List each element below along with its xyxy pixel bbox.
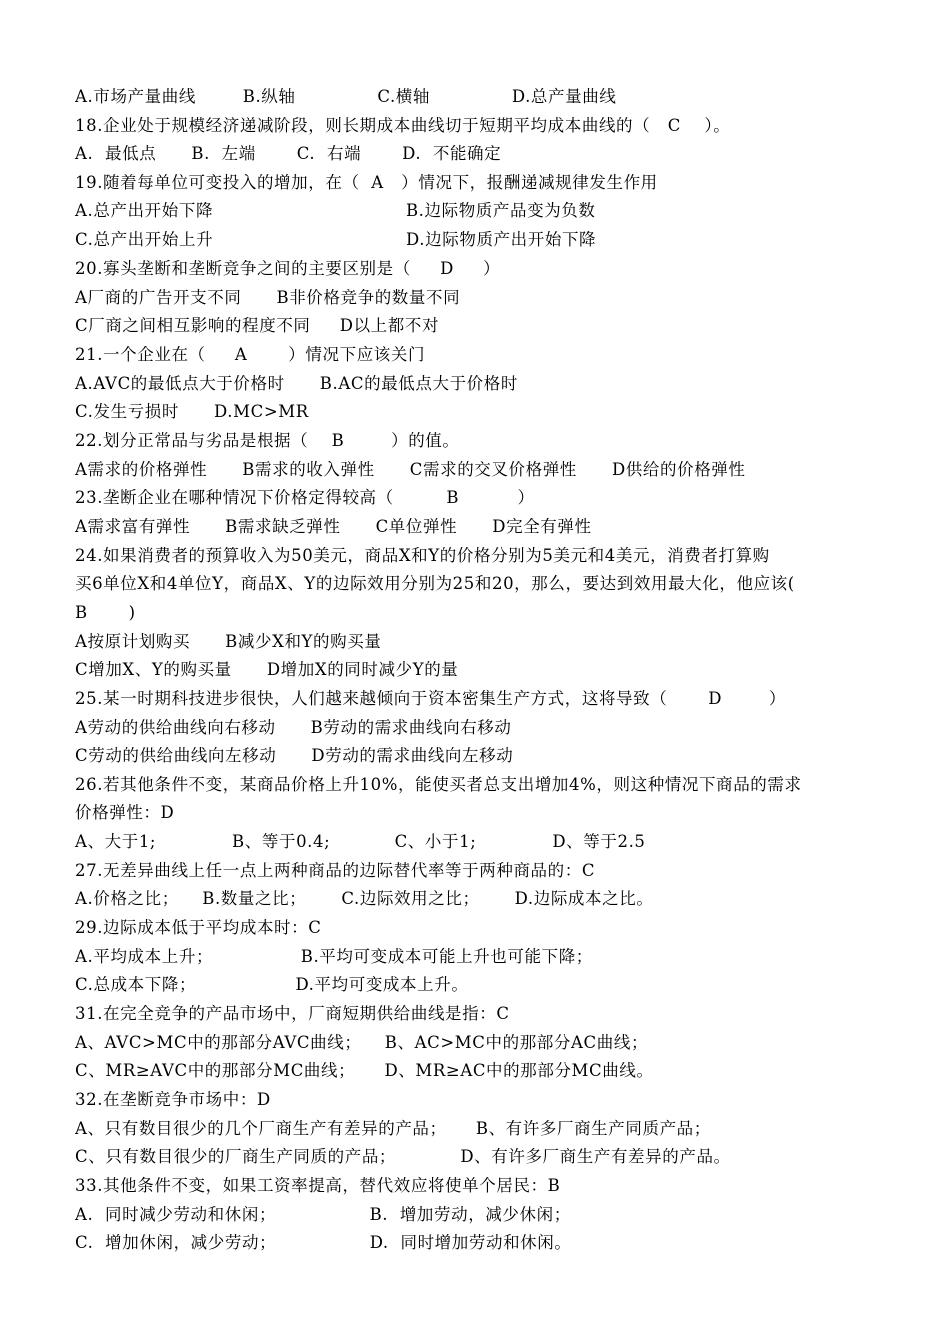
text-line: A.总产出开始下降 B.边际物质产品变为负数: [75, 201, 596, 220]
text-line: A、大于1; B、等于0.4; C、小于1; D、等于2.5: [75, 832, 646, 851]
question-26: 26.若其他条件不变，某商品价格上升10%，能使买者总支出增加4%，则这种情况下商品的需求: [75, 775, 802, 794]
text-line: A. 最低点 B. 左端 C. 右端 D. 不能确定: [75, 144, 502, 163]
text-line: C厂商之间相互影响的程度不同 D以上都不对: [75, 316, 440, 335]
text-line: C、MR≥AVC中的那部分MC曲线； D、MR≥AC中的那部分MC曲线。: [75, 1061, 654, 1080]
text-line: A.AVC的最低点大于价格时 B.AC的最低点大于价格时: [75, 374, 518, 393]
text-line: A.平均成本上升； B.平均可变成本可能上升也可能下降；: [75, 947, 593, 966]
text-line: A、AVC>MC中的那部分AVC曲线； B、AC>MC中的那部分AC曲线；: [75, 1033, 649, 1052]
text-line: C.发生亏损时 D.MC>MR: [75, 402, 309, 421]
text-line: A、只有数目很少的几个厂商生产有差异的产品； B、有许多厂商生产同质产品；: [75, 1119, 711, 1138]
text-line: A.市场产量曲线 B.纵轴 C.横轴 D.总产量曲线: [75, 87, 617, 106]
question-22: 22.划分正常品与劣品是根据（ B ）的值。: [75, 431, 460, 450]
text-line: C、只有数目很少的厂商生产同质的产品； D、有许多厂商生产有差异的产品。: [75, 1147, 731, 1166]
question-18: 18.企业处于规模经济递减阶段，则长期成本曲线切于短期平均成本曲线的（ C ）。: [75, 116, 731, 135]
text-line: C.总产出开始上升 D.边际物质产出开始下降: [75, 230, 597, 249]
text-line: A厂商的广告开支不同 B非价格竞争的数量不同: [75, 288, 461, 307]
question-29: 29.边际成本低于平均成本时：C: [75, 918, 322, 937]
text-line: 价格弹性：D: [75, 803, 175, 822]
text-line: C增加X、Y的购买量 D增加X的同时减少Y的量: [75, 660, 459, 679]
question-24: 24.如果消费者的预算收入为50美元，商品X和Y的价格分别为5美元和4美元，消费者打算购: [75, 546, 770, 565]
text-line: A需求富有弹性 B需求缺乏弹性 C单位弹性 D完全有弹性: [75, 517, 592, 536]
question-33: 33.其他条件不变，如果工资率提高，替代效应将使单个居民：B: [75, 1176, 561, 1195]
text-line: A. 同时减少劳动和休闲； B. 增加劳动，减少休闲；: [75, 1205, 571, 1224]
text-line: A劳动的供给曲线向右移动 B劳动的需求曲线向右移动: [75, 718, 512, 737]
question-32: 32.在垄断竞争市场中：D: [75, 1090, 271, 1109]
text-line: A需求的价格弹性 B需求的收入弹性 C需求的交叉价格弹性 D供给的价格弹性: [75, 460, 746, 479]
text-line: C劳动的供给曲线向左移动 D劳动的需求曲线向左移动: [75, 746, 514, 765]
question-20: 20.寡头垄断和垄断竞争之间的主要区别是（ D ）: [75, 259, 501, 278]
question-21: 21.一个企业在（ A ）情况下应该关门: [75, 345, 426, 364]
question-19: 19.随着每单位可变投入的增加，在（ A ）情况下，报酬递减规律发生作用: [75, 173, 658, 192]
question-27: 27.无差异曲线上任一点上两种商品的边际替代率等于两种商品的：C: [75, 861, 596, 880]
text-line: A按原计划购买 B减少X和Y的购买量: [75, 632, 382, 651]
question-25: 25.某一时期科技进步很快，人们越来越倾向于资本密集生产方式，这将导致（ D ）: [75, 689, 786, 708]
text-line: C.总成本下降； D.平均可变成本上升。: [75, 975, 469, 994]
question-23: 23.垄断企业在哪种情况下价格定得较高（ B ）: [75, 488, 535, 507]
text-line: C. 增加休闲，减少劳动； D. 同时增加劳动和休闲。: [75, 1233, 572, 1252]
text-line: A.价格之比； B.数量之比； C.边际效用之比； D.边际成本之比。: [75, 889, 654, 908]
text-line: 买6单位X和4单位Y，商品X、Y的边际效用分别为25和20，那么，要达到效用最大化，他应该(: [75, 574, 795, 593]
text-line: B ): [75, 603, 136, 622]
question-31: 31.在完全竞争的产品市场中，厂商短期供给曲线是指：C: [75, 1004, 510, 1023]
